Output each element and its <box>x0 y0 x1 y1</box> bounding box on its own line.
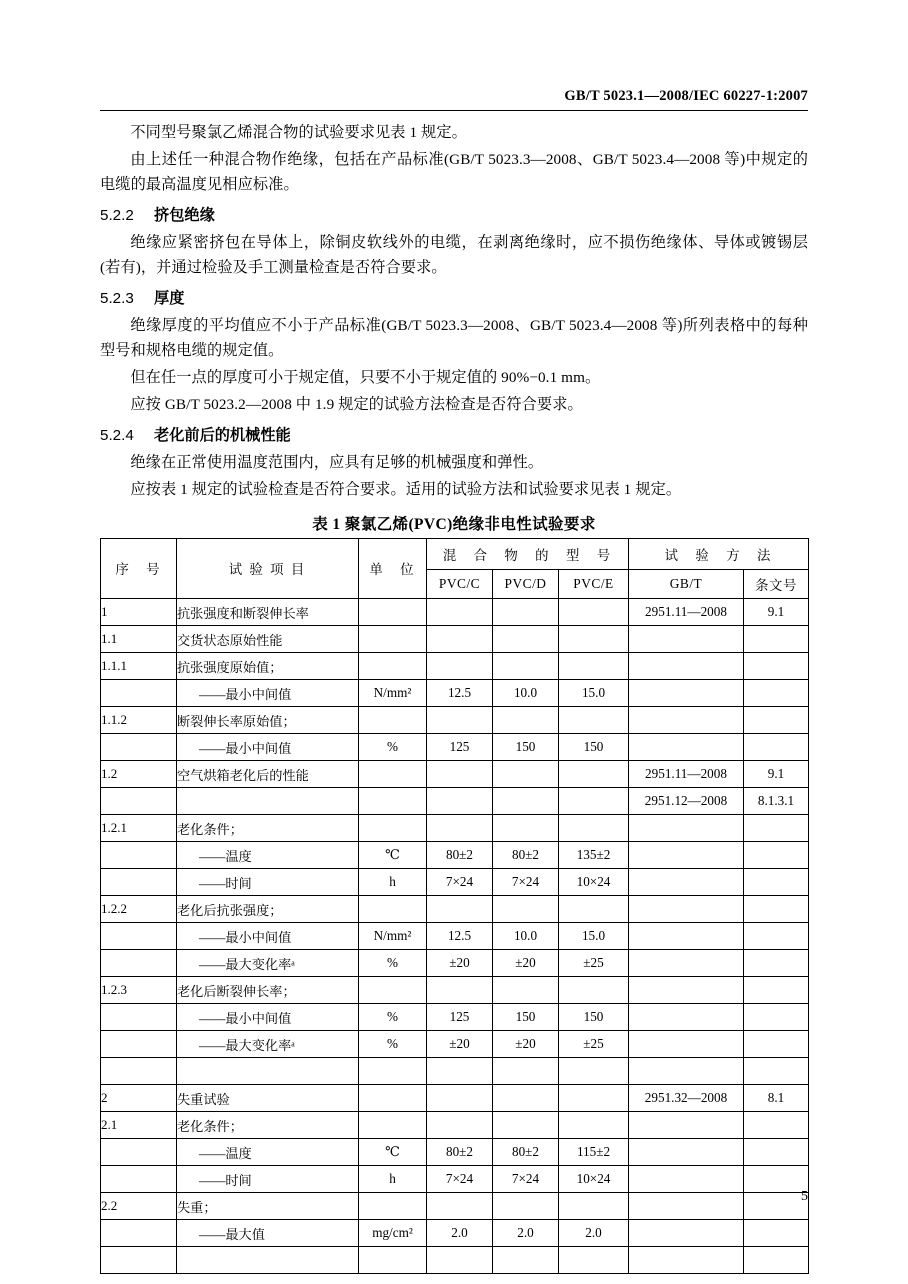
cell-pvc-d <box>493 1058 559 1085</box>
cell-unit <box>359 1085 427 1112</box>
cell-pvc-e <box>559 626 629 653</box>
cell-pvc-c: 12.5 <box>427 923 493 950</box>
table-row <box>101 1166 809 1193</box>
cell-pvc-c: 125 <box>427 1004 493 1031</box>
cell-article <box>744 1031 809 1058</box>
cell-unit: % <box>359 950 427 977</box>
cell-gbt <box>629 950 744 977</box>
cell-pvc-d <box>493 815 559 842</box>
paragraph-3: 绝缘应紧密挤包在导体上，除铜皮软线外的电缆，在剥离绝缘时，应不损伤绝缘体、导体或镀锡层(若有)，并通过检验及手工测量检查是否符合要求。 <box>100 234 808 276</box>
cell-item <box>177 1247 359 1274</box>
cell-unit <box>359 1058 427 1085</box>
table-row <box>101 923 809 950</box>
paragraph-7: 绝缘在正常使用温度范围内，应具有足够的机械强度和弹性。 <box>130 454 544 471</box>
cell-pvc-e: 150 <box>559 1004 629 1031</box>
cell-seq <box>101 923 177 950</box>
cell-seq <box>101 869 177 896</box>
cell-pvc-d <box>493 653 559 680</box>
cell-article <box>744 842 809 869</box>
th-pvc-e: PVC/E <box>559 570 629 599</box>
cell-unit <box>359 707 427 734</box>
cell-pvc-c <box>427 1058 493 1085</box>
cell-article <box>744 626 809 653</box>
table-row <box>101 1031 809 1058</box>
cell-article <box>744 1004 809 1031</box>
cell-seq: 1.2 <box>101 761 177 788</box>
cell-pvc-e: 135±2 <box>559 842 629 869</box>
cell-item: 老化条件； <box>177 1112 359 1139</box>
cell-pvc-e <box>559 1193 629 1220</box>
table-row <box>101 1058 809 1085</box>
cell-item: 交货状态原始性能 <box>177 626 359 653</box>
cell-gbt <box>629 1004 744 1031</box>
th-item: 试 验 项 目 <box>177 539 359 599</box>
cell-pvc-e <box>559 815 629 842</box>
table-row <box>101 1085 809 1112</box>
cell-gbt: 2951.12—2008 <box>629 788 744 815</box>
cell-item <box>177 788 359 815</box>
cell-pvc-d <box>493 896 559 923</box>
cell-gbt <box>629 1139 744 1166</box>
clause-5-2-4 <box>100 423 808 448</box>
cell-article <box>744 896 809 923</box>
table-row <box>101 896 809 923</box>
clause-title: 厚度 <box>154 290 185 307</box>
cell-gbt <box>629 815 744 842</box>
table-row <box>101 1004 809 1031</box>
cell-article: 8.1 <box>744 1085 809 1112</box>
cell-pvc-c: 125 <box>427 734 493 761</box>
cell-gbt <box>629 842 744 869</box>
cell-article: 8.1.3.1 <box>744 788 809 815</box>
cell-item: 空气烘箱老化后的性能 <box>177 761 359 788</box>
cell-article <box>744 1139 809 1166</box>
cell-pvc-e <box>559 599 629 626</box>
cell-unit: h <box>359 1166 427 1193</box>
cell-gbt: 2951.32—2008 <box>629 1085 744 1112</box>
cell-pvc-c <box>427 653 493 680</box>
cell-article <box>744 923 809 950</box>
cell-pvc-d: ±20 <box>493 950 559 977</box>
cell-pvc-e: 10×24 <box>559 869 629 896</box>
cell-article <box>744 734 809 761</box>
cell-seq: 1.2.1 <box>101 815 177 842</box>
cell-item: ——温度 <box>177 842 359 869</box>
cell-pvc-c <box>427 626 493 653</box>
cell-seq <box>101 1031 177 1058</box>
cell-article <box>744 707 809 734</box>
cell-unit <box>359 1193 427 1220</box>
cell-gbt <box>629 869 744 896</box>
cell-gbt <box>629 1193 744 1220</box>
table-row <box>101 653 809 680</box>
table-row <box>101 1139 809 1166</box>
table-row <box>101 680 809 707</box>
cell-unit <box>359 977 427 1004</box>
table-row <box>101 950 809 977</box>
cell-pvc-e: 10×24 <box>559 1166 629 1193</box>
page-number: 5 <box>801 1189 808 1204</box>
paragraph-2: 由上述任一种混合物作绝缘，包括在产品标准(GB/T 5023.3—2008、GB/T 5023.4—2008 等)中规定的电缆的最高温度见相应标准。 <box>100 151 808 193</box>
cell-item: 断裂伸长率原始值； <box>177 707 359 734</box>
cell-seq: 1.2.3 <box>101 977 177 1004</box>
cell-seq <box>101 1166 177 1193</box>
cell-seq <box>101 842 177 869</box>
cell-gbt <box>629 1031 744 1058</box>
paragraph-1: 不同型号聚氯乙烯混合物的试验要求见表 1 规定。 <box>130 124 467 141</box>
cell-gbt <box>629 707 744 734</box>
cell-unit: mg/cm² <box>359 1220 427 1247</box>
cell-gbt <box>629 1220 744 1247</box>
cell-unit: h <box>359 869 427 896</box>
clause-number: 5.2.2 <box>100 207 134 224</box>
cell-pvc-c <box>427 1112 493 1139</box>
cell-pvc-d: 7×24 <box>493 869 559 896</box>
cell-article <box>744 1220 809 1247</box>
cell-item: ——最大值 <box>177 1220 359 1247</box>
standard-number: GB/T 5023.1—2008/IEC 60227-1:2007 <box>564 88 808 104</box>
cell-seq <box>101 734 177 761</box>
cell-gbt <box>629 1058 744 1085</box>
page-header <box>0 88 908 110</box>
table-row <box>101 1247 809 1274</box>
clause-title: 挤包绝缘 <box>154 207 215 224</box>
cell-seq: 1.1.1 <box>101 653 177 680</box>
table-row <box>101 707 809 734</box>
cell-seq: 1 <box>101 599 177 626</box>
table-row <box>101 869 809 896</box>
th-article: 条文号 <box>744 570 809 599</box>
cell-item: 失重； <box>177 1193 359 1220</box>
cell-article <box>744 1193 809 1220</box>
cell-unit: N/mm² <box>359 680 427 707</box>
cell-item: ——最小中间值 <box>177 680 359 707</box>
cell-pvc-e <box>559 896 629 923</box>
cell-unit <box>359 653 427 680</box>
cell-pvc-e <box>559 653 629 680</box>
cell-pvc-c: 7×24 <box>427 1166 493 1193</box>
cell-unit: N/mm² <box>359 923 427 950</box>
cell-pvc-e <box>559 1247 629 1274</box>
cell-article <box>744 1247 809 1274</box>
cell-pvc-d: 10.0 <box>493 680 559 707</box>
cell-item: ——最小中间值 <box>177 1004 359 1031</box>
cell-gbt <box>629 626 744 653</box>
cell-pvc-e <box>559 1085 629 1112</box>
table-row <box>101 977 809 1004</box>
cell-item: ——时间 <box>177 869 359 896</box>
cell-item: 失重试验 <box>177 1085 359 1112</box>
cell-pvc-d <box>493 599 559 626</box>
cell-item: 老化条件； <box>177 815 359 842</box>
cell-pvc-c <box>427 761 493 788</box>
cell-seq <box>101 1220 177 1247</box>
cell-pvc-e <box>559 977 629 1004</box>
cell-unit <box>359 896 427 923</box>
cell-pvc-d: 80±2 <box>493 1139 559 1166</box>
cell-gbt: 2951.11—2008 <box>629 761 744 788</box>
cell-gbt <box>629 734 744 761</box>
cell-item: ——温度 <box>177 1139 359 1166</box>
cell-gbt <box>629 1112 744 1139</box>
cell-seq <box>101 1058 177 1085</box>
clause-title: 老化前后的机械性能 <box>154 427 291 444</box>
cell-article: 9.1 <box>744 599 809 626</box>
cell-unit: ℃ <box>359 842 427 869</box>
cell-pvc-d: 7×24 <box>493 1166 559 1193</box>
cell-item: 抗张强度和断裂伸长率 <box>177 599 359 626</box>
cell-pvc-c: 80±2 <box>427 1139 493 1166</box>
cell-pvc-c <box>427 977 493 1004</box>
cell-pvc-e: ±25 <box>559 950 629 977</box>
cell-pvc-d <box>493 977 559 1004</box>
cell-unit: % <box>359 734 427 761</box>
th-seq: 序 号 <box>101 539 177 599</box>
paragraph-4: 绝缘厚度的平均值应不小于产品标准(GB/T 5023.3—2008、GB/T 5023.4—2008 等)所列表格中的每种型号和规格电缆的规定值。 <box>100 317 808 359</box>
cell-pvc-d: 2.0 <box>493 1220 559 1247</box>
cell-pvc-c <box>427 896 493 923</box>
paragraph-8: 应按表 1 规定的试验检查是否符合要求。适用的试验方法和试验要求见表 1 规定。 <box>130 481 682 498</box>
cell-gbt <box>629 1166 744 1193</box>
clause-number: 5.2.4 <box>100 427 134 444</box>
cell-pvc-e <box>559 707 629 734</box>
cell-pvc-e <box>559 788 629 815</box>
cell-gbt <box>629 1247 744 1274</box>
cell-gbt <box>629 896 744 923</box>
cell-seq: 2.2 <box>101 1193 177 1220</box>
cell-seq <box>101 950 177 977</box>
cell-pvc-c: ±20 <box>427 1031 493 1058</box>
cell-pvc-d <box>493 626 559 653</box>
cell-article <box>744 977 809 1004</box>
table-row <box>101 734 809 761</box>
page-content <box>100 120 808 1274</box>
cell-pvc-c: 12.5 <box>427 680 493 707</box>
cell-gbt: 2951.11—2008 <box>629 599 744 626</box>
cell-pvc-c <box>427 815 493 842</box>
cell-pvc-d <box>493 788 559 815</box>
cell-seq <box>101 1247 177 1274</box>
cell-item: ——时间 <box>177 1166 359 1193</box>
cell-article <box>744 1112 809 1139</box>
cell-item <box>177 1058 359 1085</box>
cell-pvc-d <box>493 1247 559 1274</box>
table-row <box>101 842 809 869</box>
cell-item: 抗张强度原始值； <box>177 653 359 680</box>
cell-article <box>744 815 809 842</box>
cell-pvc-d: 10.0 <box>493 923 559 950</box>
cell-unit: % <box>359 1031 427 1058</box>
cell-pvc-c: 2.0 <box>427 1220 493 1247</box>
table-row <box>101 788 809 815</box>
cell-unit: % <box>359 1004 427 1031</box>
th-unit: 单 位 <box>359 539 427 599</box>
cell-pvc-c <box>427 599 493 626</box>
th-pvc-d: PVC/D <box>493 570 559 599</box>
table-row <box>101 1220 809 1247</box>
table-body <box>101 599 809 1274</box>
paragraph-5: 但在任一点的厚度可小于规定值，只要不小于规定值的 90%−0.1 mm。 <box>130 369 601 386</box>
cell-pvc-e: 115±2 <box>559 1139 629 1166</box>
cell-pvc-c <box>427 788 493 815</box>
cell-pvc-e: ±25 <box>559 1031 629 1058</box>
table-row <box>101 1193 809 1220</box>
cell-seq <box>101 788 177 815</box>
clause-number: 5.2.3 <box>100 290 134 307</box>
cell-pvc-c <box>427 1193 493 1220</box>
cell-pvc-e: 15.0 <box>559 923 629 950</box>
cell-pvc-d: 150 <box>493 1004 559 1031</box>
cell-pvc-e: 2.0 <box>559 1220 629 1247</box>
cell-pvc-e <box>559 1058 629 1085</box>
cell-article <box>744 653 809 680</box>
cell-item: ——最小中间值 <box>177 734 359 761</box>
cell-seq: 2 <box>101 1085 177 1112</box>
cell-unit <box>359 1112 427 1139</box>
cell-pvc-e: 15.0 <box>559 680 629 707</box>
paragraph-6: 应按 GB/T 5023.2—2008 中 1.9 规定的试验方法检查是否符合要求。 <box>130 396 583 413</box>
pvc-requirements-table <box>100 538 809 1274</box>
cell-pvc-c: ±20 <box>427 950 493 977</box>
cell-gbt <box>629 680 744 707</box>
cell-seq: 1.1.2 <box>101 707 177 734</box>
cell-pvc-d: ±20 <box>493 1031 559 1058</box>
th-gbt: GB/T <box>629 570 744 599</box>
clause-5-2-2 <box>100 203 808 228</box>
cell-unit <box>359 788 427 815</box>
cell-pvc-c <box>427 1247 493 1274</box>
cell-seq <box>101 680 177 707</box>
th-method-group: 试 验 方 法 <box>629 539 809 570</box>
cell-article <box>744 869 809 896</box>
cell-article <box>744 950 809 977</box>
th-compound-group: 混 合 物 的 型 号 <box>427 539 629 570</box>
table-row <box>101 761 809 788</box>
cell-pvc-e <box>559 761 629 788</box>
cell-pvc-d <box>493 1085 559 1112</box>
cell-pvc-e <box>559 1112 629 1139</box>
cell-pvc-c: 80±2 <box>427 842 493 869</box>
cell-seq: 2.1 <box>101 1112 177 1139</box>
cell-pvc-c: 7×24 <box>427 869 493 896</box>
table-caption: 表 1 聚氯乙烯(PVC)绝缘非电性试验要求 <box>312 516 596 533</box>
clause-5-2-3 <box>100 286 808 311</box>
header-rule <box>100 110 808 111</box>
cell-seq <box>101 1139 177 1166</box>
cell-pvc-d: 150 <box>493 734 559 761</box>
table-row <box>101 815 809 842</box>
cell-article <box>744 680 809 707</box>
cell-pvc-d <box>493 707 559 734</box>
cell-article <box>744 1166 809 1193</box>
cell-gbt <box>629 653 744 680</box>
cell-pvc-d <box>493 1112 559 1139</box>
cell-item: ——最大变化率ᵃ <box>177 1031 359 1058</box>
th-pvc-c: PVC/C <box>427 570 493 599</box>
cell-unit <box>359 626 427 653</box>
cell-pvc-d <box>493 1193 559 1220</box>
cell-seq <box>101 1004 177 1031</box>
cell-unit <box>359 599 427 626</box>
cell-article: 9.1 <box>744 761 809 788</box>
cell-seq: 1.1 <box>101 626 177 653</box>
cell-item: ——最大变化率ᵃ <box>177 950 359 977</box>
cell-seq: 1.2.2 <box>101 896 177 923</box>
cell-unit <box>359 1247 427 1274</box>
cell-item: ——最小中间值 <box>177 923 359 950</box>
cell-pvc-c <box>427 707 493 734</box>
cell-pvc-e: 150 <box>559 734 629 761</box>
table-row <box>101 626 809 653</box>
cell-pvc-d: 80±2 <box>493 842 559 869</box>
cell-unit <box>359 815 427 842</box>
cell-pvc-d <box>493 761 559 788</box>
table-row <box>101 599 809 626</box>
table-row <box>101 1112 809 1139</box>
cell-unit <box>359 761 427 788</box>
cell-pvc-c <box>427 1085 493 1112</box>
cell-unit: ℃ <box>359 1139 427 1166</box>
cell-item: 老化后抗张强度； <box>177 896 359 923</box>
cell-gbt <box>629 977 744 1004</box>
cell-gbt <box>629 923 744 950</box>
cell-article <box>744 1058 809 1085</box>
cell-item: 老化后断裂伸长率； <box>177 977 359 1004</box>
